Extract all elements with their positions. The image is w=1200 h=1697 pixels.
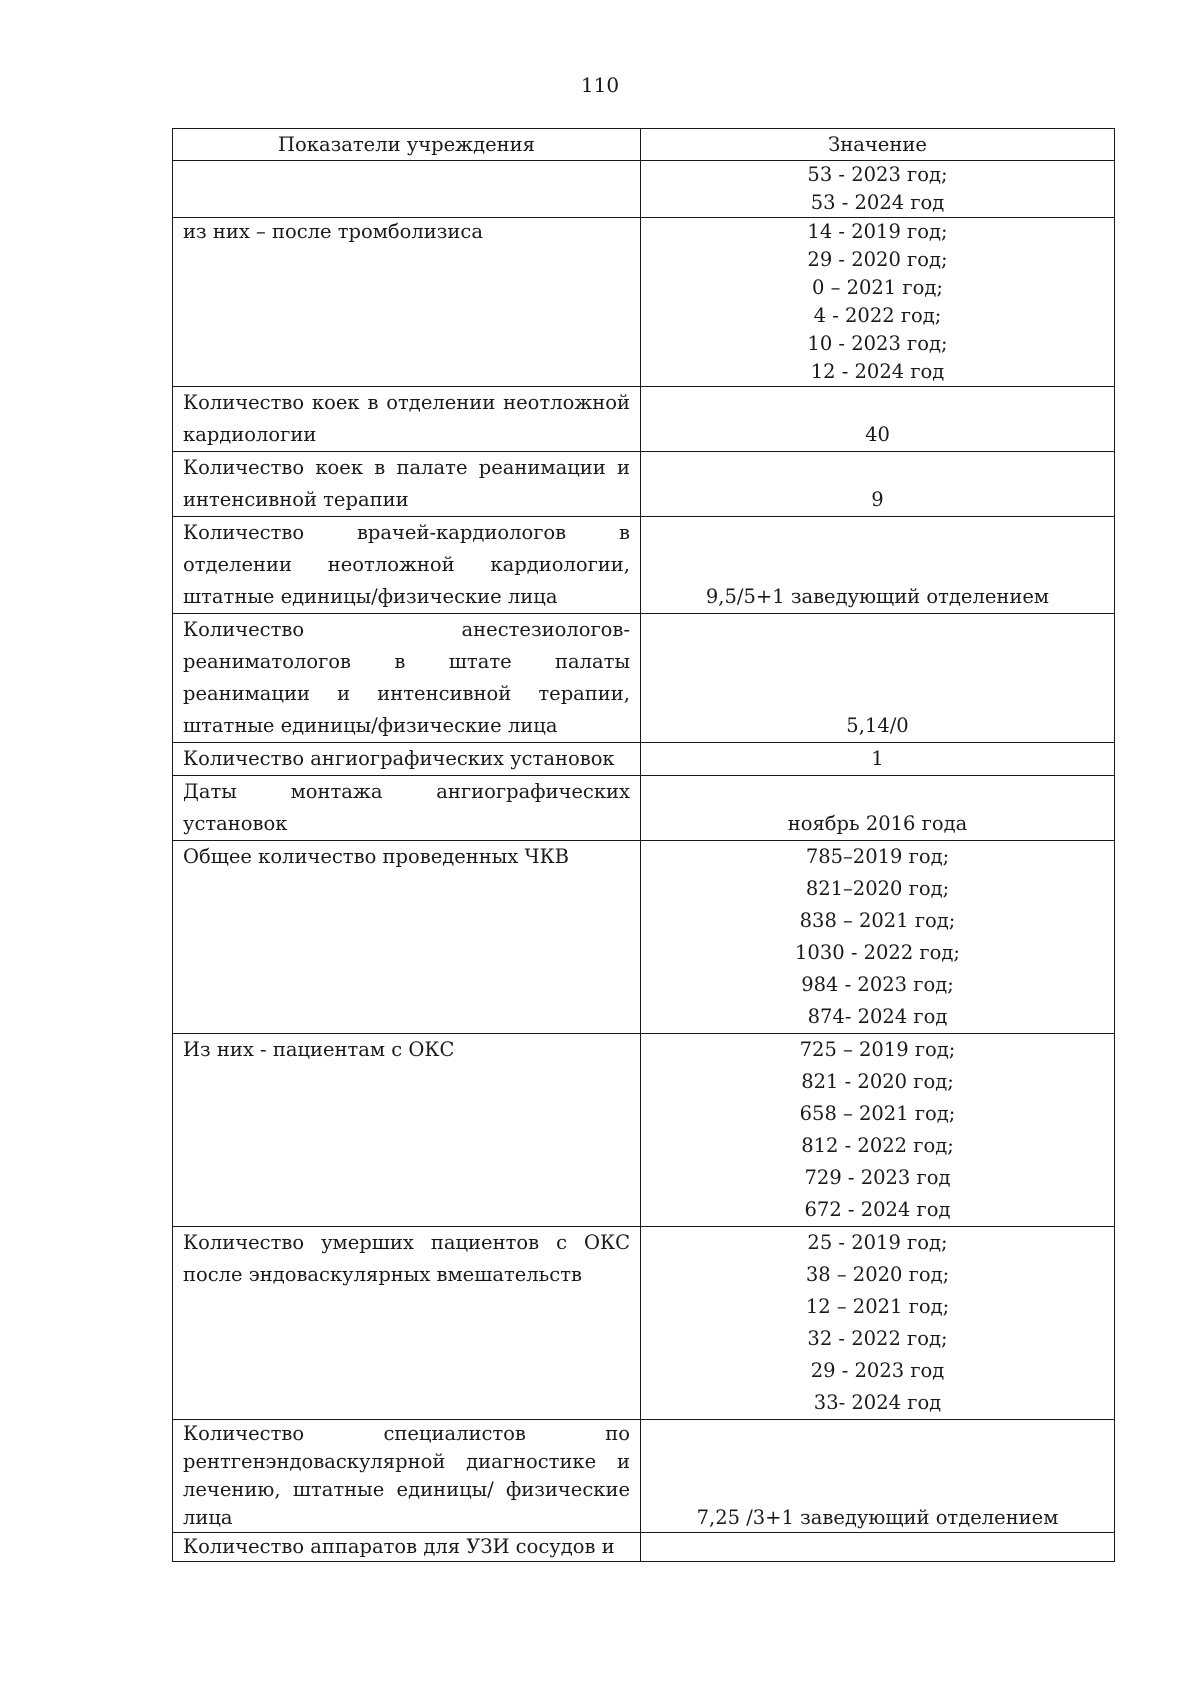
row-value — [641, 218, 1115, 387]
row-label: Даты монтажа ангиографических установок — [173, 776, 641, 841]
table-header-row — [173, 129, 1115, 161]
value-line: 821 - 2020 год; — [801, 1070, 954, 1093]
value-line: 0 – 2021 год; — [812, 276, 943, 299]
table-row — [173, 1034, 1115, 1227]
value-line: 4 - 2022 год; — [813, 304, 942, 327]
table-row — [173, 776, 1115, 841]
value-line: 9 — [871, 488, 884, 511]
value-line: 12 – 2021 год; — [805, 1295, 950, 1318]
value-line: 53 - 2024 год — [810, 191, 945, 214]
row-value — [641, 1227, 1115, 1420]
value-line: 32 - 2022 год; — [807, 1327, 948, 1350]
row-value — [641, 161, 1115, 218]
row-label: Количество умерших пациентов с ОКС после эндоваскулярных вмешательств — [173, 1227, 641, 1420]
value-line: 29 - 2020 год; — [807, 248, 948, 271]
value-line: 672 - 2024 год — [804, 1198, 951, 1221]
value-line: 729 - 2023 год — [804, 1166, 951, 1189]
value-line: 10 - 2023 год; — [807, 332, 948, 355]
table-row — [173, 841, 1115, 1034]
table-row — [173, 517, 1115, 614]
value-line: 1 — [871, 747, 884, 770]
table-row — [173, 387, 1115, 452]
row-value — [641, 1420, 1115, 1533]
value-line: 14 - 2019 год; — [807, 220, 948, 243]
value-line: 29 - 2023 год — [810, 1359, 945, 1382]
row-label: Количество коек в палате реанимации и интенсивной терапии — [173, 452, 641, 517]
row-value — [641, 452, 1115, 517]
value-line: 40 — [865, 423, 890, 446]
value-line: 12 - 2024 год — [810, 360, 945, 383]
row-label: Количество анестезиологов-реаниматологов в штате палаты реанимации и интенсивной терапии, штатные единицы/физические лица — [173, 614, 641, 743]
table-row — [173, 614, 1115, 743]
row-value — [641, 387, 1115, 452]
table-row — [173, 1420, 1115, 1533]
row-value — [641, 1533, 1115, 1562]
row-label: Количество ангиографических установок — [173, 743, 641, 776]
row-label: Количество коек в отделении неотложной кардиологии — [173, 387, 641, 452]
row-label: из них – после тромболизиса — [173, 218, 641, 387]
row-value — [641, 743, 1115, 776]
row-value — [641, 517, 1115, 614]
row-label: Количество врачей-кардиологов в отделении неотложной кардиологии, штатные единицы/физические лица — [173, 517, 641, 614]
value-line: 725 – 2019 год; — [799, 1038, 956, 1061]
row-label — [173, 161, 641, 218]
row-label: Из них - пациентам с ОКС — [173, 1034, 641, 1227]
value-line: 785–2019 год; — [805, 845, 950, 868]
table-row — [173, 161, 1115, 218]
row-value — [641, 841, 1115, 1034]
value-line: 838 – 2021 год; — [799, 909, 956, 932]
row-value — [641, 776, 1115, 841]
value-line: ноябрь 2016 года — [787, 812, 968, 835]
table-row — [173, 452, 1115, 517]
value-line: 7,25 /3+1 заведующий отделением — [696, 1506, 1059, 1529]
table-row — [173, 1533, 1115, 1562]
row-label: Количество аппаратов для УЗИ сосудов и — [173, 1533, 641, 1562]
value-line: 9,5/5+1 заведующий отделением — [705, 585, 1050, 608]
value-line: 33- 2024 год — [813, 1391, 942, 1414]
row-label: Количество специалистов по рентгенэндоваскулярной диагностике и лечению, штатные единицы/ физические лица — [173, 1420, 641, 1533]
value-line: 984 - 2023 год; — [801, 973, 954, 996]
value-line: 5,14/0 — [846, 714, 909, 737]
value-line: 658 – 2021 год; — [799, 1102, 956, 1125]
row-value — [641, 1034, 1115, 1227]
value-line: 821–2020 год; — [805, 877, 950, 900]
table-row — [173, 743, 1115, 776]
row-value — [641, 614, 1115, 743]
page-number: 110 — [580, 73, 620, 97]
table-row — [173, 218, 1115, 387]
value-line: 25 - 2019 год; — [807, 1231, 948, 1254]
value-line: 812 - 2022 год; — [801, 1134, 954, 1157]
value-line: 1030 - 2022 год; — [795, 941, 960, 964]
value-line: 874- 2024 год — [807, 1005, 948, 1028]
row-label: Общее количество проведенных ЧКВ — [173, 841, 641, 1034]
indicators-table — [172, 128, 1115, 1562]
value-line: 53 - 2023 год; — [807, 163, 948, 186]
header-value: Значение — [641, 129, 1115, 161]
value-line: 38 – 2020 год; — [805, 1263, 950, 1286]
table-row — [173, 1227, 1115, 1420]
header-indicators: Показатели учреждения — [173, 129, 641, 161]
